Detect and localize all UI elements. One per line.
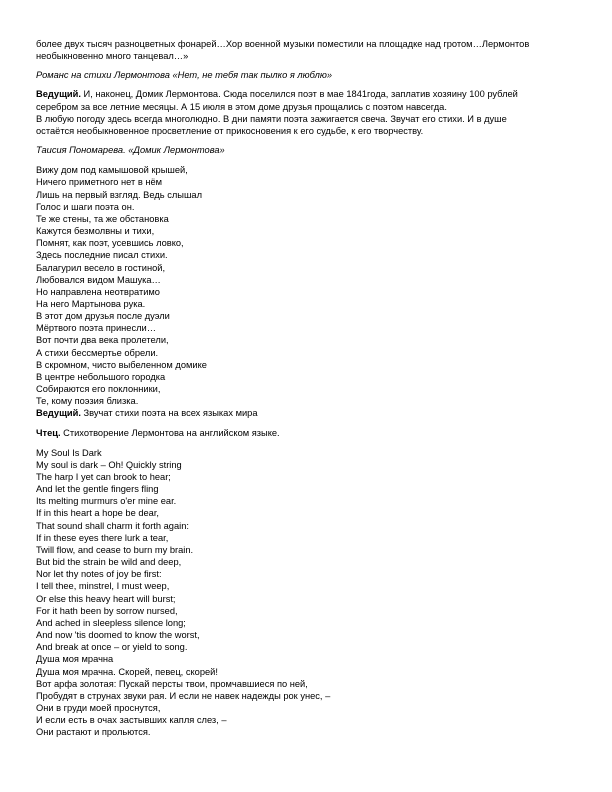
poem-line: Ничего приметного нет в нём bbox=[36, 177, 163, 188]
reader-text: Стихотворение Лермонтова на английском языке. bbox=[60, 427, 280, 438]
text-line bbox=[36, 88, 576, 100]
translation-line: Пробудят в струнах звуки рая. И если не навек надежды рок унес, – bbox=[36, 690, 331, 701]
romance-caption: Романс на стихи Лермонтова «Нет, не тебя так пылко я люблю» bbox=[36, 70, 333, 81]
translation-line: Душа моя мрачна bbox=[36, 654, 114, 665]
english-poem-line: For it hath been by sorrow nursed, bbox=[36, 605, 178, 616]
poem-line: Лишь на первый взгляд. Ведь слышал bbox=[36, 189, 203, 200]
russian-translation-block bbox=[36, 653, 576, 738]
poem-line: На него Мартынова рука. bbox=[36, 298, 146, 309]
translation-line: Вот арфа золотая: Пускай персты твои, промчавшиеся по ней, bbox=[36, 678, 308, 689]
english-poem-line: But bid the strain be wild and deep, bbox=[36, 557, 182, 568]
poem-line: В этот дом друзья после дуэли bbox=[36, 311, 170, 322]
host-text: Звучат стихи поэта на всех языках мира bbox=[80, 408, 258, 419]
poem-line: В центре небольшого городка bbox=[36, 371, 166, 382]
english-poem-block bbox=[36, 447, 576, 654]
text-line: остаётся необыкновенное просветление от прикосновения к его судьбе, к его творчеству. bbox=[36, 125, 424, 136]
poem-line: Те же стены, та же обстановка bbox=[36, 213, 169, 224]
poem-line: Любовался видом Машука… bbox=[36, 274, 161, 285]
text-line: необыкновенно много танцевал…» bbox=[36, 51, 189, 62]
poem-line: Помнят, как поэт, усевшись ловко, bbox=[36, 238, 184, 249]
host-line-2 bbox=[36, 407, 576, 419]
text-line: В любую погоду здесь всегда многолюдно. В дни памяти поэта зажигается свеча. Звучат его стихи. И в душе bbox=[36, 113, 507, 124]
speaker-label: Ведущий. bbox=[36, 408, 81, 419]
poem-line: Балагурил весело в гостиной, bbox=[36, 262, 166, 273]
poem-line: А стихи бессмертье обрели. bbox=[36, 347, 159, 358]
text-line: серебром за все летние месяцы. А 15 июля в этом доме друзья прощались с поэтом навсегда. bbox=[36, 101, 447, 112]
poem-caption: Таисия Пономарева. «Домик Лермонтова» bbox=[36, 145, 225, 156]
english-poem-line: My soul is dark – Oh! Quickly string bbox=[36, 459, 182, 470]
english-poem-line: Twill flow, and cease to burn my brain. bbox=[36, 544, 194, 555]
document-page bbox=[36, 38, 576, 738]
english-poem-line: The harp I yet can brook to hear; bbox=[36, 472, 171, 482]
poem-line: Здесь последние писал стихи. bbox=[36, 250, 168, 261]
intro-paragraph bbox=[36, 38, 576, 62]
english-poem-line: And now 'tis doomed to know the worst, bbox=[36, 630, 200, 641]
english-poem-line: Or else this heavy heart will burst; bbox=[36, 593, 176, 604]
poem-line: Мёртвого поэта принесли… bbox=[36, 323, 157, 334]
english-poem-line: And break at once – or yield to song. bbox=[36, 642, 188, 653]
english-poem-line: My Soul Is Dark bbox=[36, 447, 102, 458]
english-poem-line: I tell thee, minstrel, I must weep, bbox=[36, 581, 170, 592]
text-line: более двух тысяч разноцветных фонарей…Хор военной музыки поместили на площадке над гротом…Лермонтов bbox=[36, 39, 530, 49]
translation-line: Они растают и прольются. bbox=[36, 727, 151, 738]
translation-line: Они в груди моей проснутся, bbox=[36, 702, 161, 713]
english-poem-line: And ached in sleepless silence long; bbox=[36, 617, 186, 628]
poem-line: Вижу дом под камышовой крышей, bbox=[36, 165, 188, 176]
english-poem-line: If in this heart a hope be dear, bbox=[36, 508, 160, 519]
english-poem-line: Its melting murmurs o'er mine ear. bbox=[36, 496, 177, 507]
host-text: И, наконец, Домик Лермонтова. Сюда поселился поэт в мае 1841года, заплатив хозяину 100 рублей bbox=[80, 89, 518, 100]
poem-block bbox=[36, 164, 576, 407]
poem-line: Голос и шаги поэта он. bbox=[36, 201, 135, 212]
poem-line: Те, кому поэзия близка. bbox=[36, 396, 139, 407]
english-poem-line: That sound shall charm it forth again: bbox=[36, 520, 189, 531]
poem-line: Вот почти два века пролетели, bbox=[36, 335, 169, 346]
poem-line: Но направлена неотвратимо bbox=[36, 286, 160, 297]
speaker-label: Чтец. bbox=[36, 427, 61, 438]
poem-line: Кажутся безмолвны и тихи, bbox=[36, 226, 155, 237]
english-poem-line: And let the gentle fingers fling bbox=[36, 484, 159, 495]
english-poem-line: Nor let thy notes of joy be first: bbox=[36, 569, 162, 580]
translation-line: Душа моя мрачна. Скорей, певец, скорей! bbox=[36, 666, 218, 677]
poem-line: Собираются его поклонники, bbox=[36, 384, 161, 395]
reader-line bbox=[36, 427, 576, 439]
poem-line: В скромном, чисто выбеленном домике bbox=[36, 359, 207, 370]
english-poem-line: If in these eyes there lurk a tear, bbox=[36, 532, 169, 543]
host-paragraph-1 bbox=[36, 88, 576, 137]
translation-line: И если есть в очах застывших капля слез, – bbox=[36, 715, 227, 726]
speaker-label: Ведущий. bbox=[36, 89, 81, 100]
